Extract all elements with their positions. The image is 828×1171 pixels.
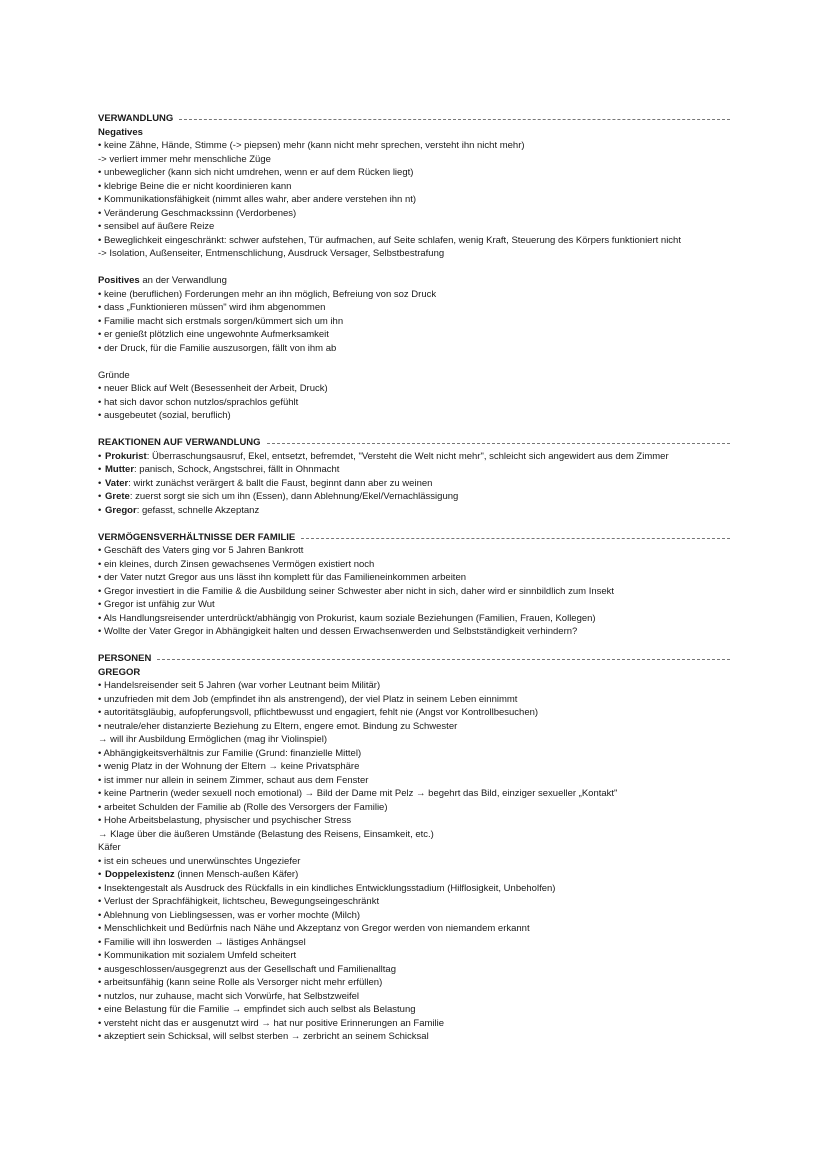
heading-text: VERWANDLUNG bbox=[98, 113, 174, 124]
list-item: • klebrige Beine die er nicht koordinieren kann bbox=[98, 180, 292, 192]
kaefer-list bbox=[98, 855, 730, 1044]
list-item: • unzufrieden mit dem Job (empfindet ihn als anstrengend), der viel Platz in seinem Leben einnimmt bbox=[98, 693, 518, 705]
dashed-rule bbox=[179, 119, 730, 120]
list-item: • arbeitsunfähig (kann seine Rolle als Versorger nicht mehr erfüllen) bbox=[98, 977, 383, 988]
list-item: • ist immer nur allein in seinem Zimmer, schaut aus dem Fenster bbox=[98, 774, 369, 786]
list-item: • hat sich davor schon nutzlos/sprachlos gefühlt bbox=[98, 396, 299, 408]
subheading-positives: Positives an der Verwandlung bbox=[98, 275, 227, 286]
reaktionen-list bbox=[98, 450, 730, 518]
list-item: • wenig Platz in der Wohnung der Eltern → keine Privatsphäre bbox=[98, 761, 360, 772]
list-item: • ein kleines, durch Zinsen gewachsenes Vermögen existiert noch bbox=[98, 558, 375, 570]
list-item: -> Isolation, Außenseiter, Entmenschlichung, Ausdruck Versager, Selbstbestrafung bbox=[98, 248, 445, 259]
list-item: • Verlust der Sprachfähigkeit, lichtscheu, Bewegungseingeschränkt bbox=[98, 896, 380, 907]
list-item: • eine Belastung für die Familie → empfindet sich auch selbst als Belastung bbox=[98, 1004, 416, 1015]
list-item: • Menschlichkeit und Bedürfnis nach Nähe und Akzeptanz von Gregor werden von niemandem erkannt bbox=[98, 923, 530, 934]
list-item: • Gregor investiert in die Familie & die Ausbildung seiner Schwester aber nicht in sich, daher wird er sinnbildlich zum Insekt bbox=[98, 585, 615, 597]
subheading-kaefer: Käfer bbox=[98, 842, 121, 853]
list-item: • ist ein scheues und unerwünschtes Ungeziefer bbox=[98, 855, 301, 867]
positives-list bbox=[98, 288, 730, 356]
list-item: • Prokurist: Überraschungsausruf, Ekel, entsetzt, befremdet, "Versteht die Welt nicht mehr", schleicht sich angewidert aus dem Zimmer bbox=[98, 450, 669, 462]
dashed-rule bbox=[301, 538, 730, 539]
list-item: • Abhängigkeitsverhältnis zur Familie (Grund: finanzielle Mittel) bbox=[98, 747, 362, 759]
gruende-list bbox=[98, 382, 730, 423]
list-item: • Gregor ist unfähig zur Wut bbox=[98, 599, 215, 610]
dashed-rule bbox=[267, 443, 730, 444]
list-item: • keine (beruflichen) Forderungen mehr an ihn möglich, Befreiung von soz Druck bbox=[98, 288, 437, 300]
list-item: • Doppelexistenz (innen Mensch-außen Käfer) bbox=[98, 869, 299, 880]
list-item: • Grete: zuerst sorgt sie sich um ihn (Essen), dann Ablehnung/Ekel/Vernachlässigung bbox=[98, 491, 459, 502]
list-item: • Familie will ihn loswerden → lästiges Anhängsel bbox=[98, 936, 306, 948]
list-item: • keine Zähne, Hände, Stimme (-> piepsen) mehr (kann nicht mehr sprechen, versteht ihn nicht mehr) bbox=[98, 140, 525, 151]
list-item: • ausgeschlossen/ausgegrenzt aus der Gesellschaft und Familienalltag bbox=[98, 963, 396, 975]
subheading-gregor: GREGOR bbox=[98, 666, 141, 678]
section-heading-personen bbox=[98, 652, 730, 666]
list-item: • Kommunikation mit sozialem Umfeld scheitert bbox=[98, 950, 297, 961]
list-item: • Insektengestalt als Ausdruck des Rückfalls in ein kindliches Entwicklungsstadium (Hilflosigkeit, Unbeholfen) bbox=[98, 882, 556, 894]
list-item: • Handelsreisender seit 5 Jahren (war vorher Leutnant beim Militär) bbox=[98, 680, 381, 691]
list-item: • Kommunikationsfähigkeit (nimmt alles wahr, aber andere verstehen ihn nt) bbox=[98, 194, 417, 205]
list-item: • keine Partnerin (weder sexuell noch emotional) → Bild der Dame mit Pelz → begehrt das Bild, einziger sexueller „Kontakt" bbox=[98, 788, 618, 799]
list-item: • autoritätsgläubig, aufopferungsvoll, pflichtbewusst und engagiert, fehlt nie (Angst vor Kontrollbesuchen) bbox=[98, 707, 539, 718]
list-item: → will ihr Ausbildung Ermöglichen (mag ihr Violinspiel) bbox=[98, 734, 327, 745]
list-item: • Veränderung Geschmackssinn (Verdorbenes) bbox=[98, 207, 297, 219]
section-heading-verwandlung bbox=[98, 112, 730, 126]
list-item: • Gregor: gefasst, schnelle Akzeptanz bbox=[98, 504, 260, 516]
list-item: -> verliert immer mehr menschliche Züge bbox=[98, 153, 271, 165]
list-item: • Als Handlungsreisender unterdrückt/abhängig von Prokurist, kaum soziale Beziehungen (Familien, Frauen, Kollegen) bbox=[98, 612, 596, 624]
section-heading-reaktionen bbox=[98, 436, 730, 450]
dashed-rule bbox=[157, 659, 730, 660]
list-item: • dass „Funktionieren müssen" wird ihm abgenommen bbox=[98, 302, 326, 313]
heading-text: REAKTIONEN AUF VERWANDLUNG bbox=[98, 437, 261, 448]
list-item: • Ablehnung von Lieblingsessen, was er vorher mochte (Milch) bbox=[98, 909, 361, 921]
list-item: • Hohe Arbeitsbelastung, physischer und psychischer Stress bbox=[98, 815, 352, 826]
vermoegen-list bbox=[98, 544, 730, 639]
list-item: • Wollte der Vater Gregor in Abhängigkeit halten und dessen Erwachsenwerden und Selbstständigkeit verhindern? bbox=[98, 626, 578, 637]
list-item: • unbeweglicher (kann sich nicht umdrehen, wenn er auf dem Rücken liegt) bbox=[98, 167, 414, 178]
list-item: • arbeitet Schulden der Familie ab (Rolle des Versorgers der Familie) bbox=[98, 801, 388, 813]
list-item: • ausgebeutet (sozial, beruflich) bbox=[98, 410, 231, 421]
list-item: • der Vater nutzt Gregor aus uns lässt ihn komplett für das Familieneinkommen arbeiten bbox=[98, 572, 467, 583]
subheading-gruende: Gründe bbox=[98, 369, 130, 381]
list-item: • neutrale/eher distanzierte Beziehung zu Eltern, engere emot. Bindung zu Schwester bbox=[98, 720, 458, 732]
list-item: • sensibel auf äußere Reize bbox=[98, 221, 215, 232]
gregor-list bbox=[98, 679, 730, 841]
list-item: • Mutter: panisch, Schock, Angstschrei, fällt in Ohnmacht bbox=[98, 464, 340, 475]
list-item: • der Druck, für die Familie auszusorgen, fällt von ihm ab bbox=[98, 342, 337, 354]
heading-text: PERSONEN bbox=[98, 653, 152, 664]
list-item: → Klage über die äußeren Umstände (Belastung des Reisens, Einsamkeit, etc.) bbox=[98, 828, 434, 840]
list-item: • neuer Blick auf Welt (Besessenheit der Arbeit, Druck) bbox=[98, 383, 328, 394]
list-item: • akzeptiert sein Schicksal, will selbst sterben → zerbricht an seinem Schicksal bbox=[98, 1031, 429, 1042]
list-item: • Familie macht sich erstmals sorgen/kümmert sich um ihn bbox=[98, 315, 344, 327]
document-page bbox=[98, 112, 730, 1044]
list-item: • Beweglichkeit eingeschränkt: schwer aufstehen, Tür aufmachen, auf Seite schlafen, wenig Kraft, Steuerung des Körpers funktioniert nicht bbox=[98, 234, 681, 246]
heading-text: VERMÖGENSVERHÄLTNISSE DER FAMILIE bbox=[98, 531, 296, 543]
list-item: • Geschäft des Vaters ging vor 5 Jahren Bankrott bbox=[98, 545, 304, 556]
list-item: • nutzlos, nur zuhause, macht sich Vorwürfe, hat Selbstzweifel bbox=[98, 990, 360, 1002]
list-item: • versteht nicht das er ausgenutzt wird → hat nur positive Erinnerungen an Familie bbox=[98, 1017, 445, 1029]
list-item: • er genießt plötzlich eine ungewohnte Aufmerksamkeit bbox=[98, 329, 329, 340]
negatives-list bbox=[98, 139, 730, 261]
section-heading-vermoegen bbox=[98, 531, 730, 545]
list-item: • Vater: wirkt zunächst verärgert & ballt die Faust, beginnt dann aber zu weinen bbox=[98, 477, 433, 489]
subheading-negatives: Negatives bbox=[98, 126, 143, 138]
